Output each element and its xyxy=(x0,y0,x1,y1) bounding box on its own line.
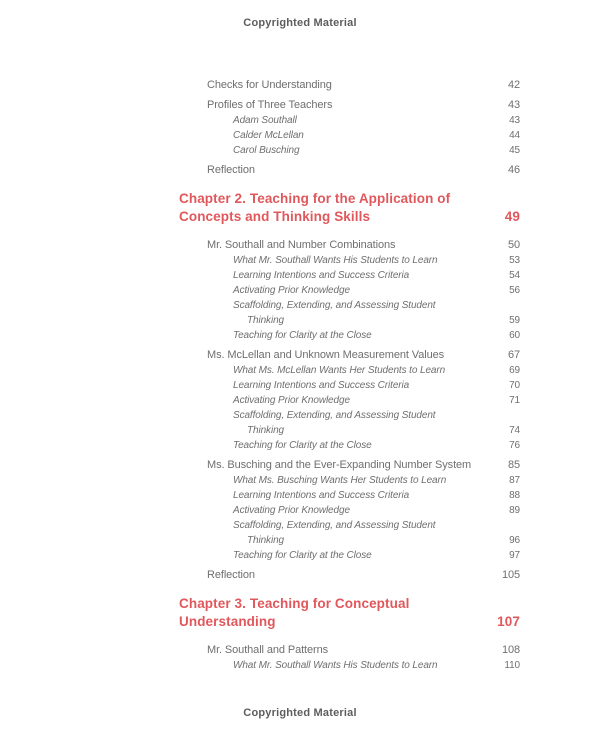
entry-page-number: 60 xyxy=(509,330,520,341)
entry-label: Adam Southall xyxy=(233,115,297,126)
entry-label: Ms. McLellan and Unknown Measurement Values xyxy=(207,349,445,361)
toc-subentry xyxy=(179,378,520,393)
entry-page-number: 54 xyxy=(509,270,520,281)
entry-page-number: 87 xyxy=(509,475,520,486)
toc-subentry xyxy=(179,268,520,283)
entry-label: Teaching for Clarity at the Close xyxy=(233,550,372,561)
toc-entry xyxy=(179,568,520,583)
entry-page-number: 44 xyxy=(509,130,520,141)
entry-page-number: 74 xyxy=(509,425,520,436)
entry-page-number: 110 xyxy=(504,660,520,671)
toc-subentry xyxy=(179,438,520,453)
toc-section xyxy=(179,98,520,158)
chapter-title-text: Chapter 2. Teaching for the Application of xyxy=(179,191,451,206)
entry-page-number: 105 xyxy=(501,569,520,581)
entry-page-number: 69 xyxy=(509,365,520,376)
chapter-heading-line xyxy=(179,613,520,631)
toc-subentry xyxy=(179,363,520,378)
entry-page-number: 43 xyxy=(507,99,520,111)
chapter-title-text: Chapter 3. Teaching for Conceptual xyxy=(179,596,410,611)
entry-label: Checks for Understanding xyxy=(207,79,332,91)
entry-label: What Mr. Southall Wants His Students to Learn xyxy=(233,255,438,266)
entry-label: Calder McLellan xyxy=(233,130,304,141)
entry-label: Activating Prior Knowledge xyxy=(233,505,350,516)
chapter-heading-line xyxy=(179,190,520,208)
chapter-heading xyxy=(179,190,520,226)
entry-page-number: 67 xyxy=(507,349,520,361)
entry-label: Thinking xyxy=(247,315,284,326)
copyright-notice-bottom: Copyrighted Material xyxy=(243,707,357,719)
toc-entry xyxy=(179,458,520,473)
toc-section xyxy=(179,238,520,343)
entry-page-number: 43 xyxy=(509,115,520,126)
toc-subentry xyxy=(179,658,520,673)
toc-section xyxy=(179,163,520,178)
chapter-heading xyxy=(179,595,520,631)
toc-section xyxy=(179,458,520,563)
entry-label: Mr. Southall and Patterns xyxy=(207,644,329,656)
entry-page-number: 88 xyxy=(509,490,520,501)
entry-label: Mr. Southall and Number Combinations xyxy=(207,239,396,251)
copyright-notice-top: Copyrighted Material xyxy=(243,17,357,29)
chapter-title-text: Concepts and Thinking Skills xyxy=(179,209,371,224)
entry-label: Profiles of Three Teachers xyxy=(207,99,333,111)
entry-label: What Mr. Southall Wants His Students to Learn xyxy=(233,660,438,671)
entry-label: Carol Busching xyxy=(233,145,300,156)
toc-entry xyxy=(179,78,520,93)
entry-label: Activating Prior Knowledge xyxy=(233,395,350,406)
entry-label: Reflection xyxy=(207,164,255,176)
toc-section xyxy=(179,643,520,673)
entry-page-number: 97 xyxy=(509,550,520,561)
entry-page-number: 96 xyxy=(509,535,520,546)
toc-subentry xyxy=(179,283,520,298)
toc-entry xyxy=(179,238,520,253)
entry-label: Teaching for Clarity at the Close xyxy=(233,440,372,451)
toc-subentry xyxy=(179,128,520,143)
toc-section xyxy=(179,348,520,453)
entry-page-number: 76 xyxy=(509,440,520,451)
chapter-page-number: 107 xyxy=(497,614,520,629)
toc-subentry xyxy=(179,473,520,488)
toc-subentry xyxy=(179,548,520,563)
toc-section xyxy=(179,568,520,583)
entry-page-number: 59 xyxy=(509,315,520,326)
entry-page-number: 71 xyxy=(509,395,520,406)
entry-page-number: 108 xyxy=(501,644,520,656)
toc-entry xyxy=(179,98,520,113)
toc-entry xyxy=(179,643,520,658)
toc-subentry-continuation xyxy=(179,533,520,548)
entry-page-number: 70 xyxy=(509,380,520,391)
entry-label: Scaffolding, Extending, and Assessing Student xyxy=(233,520,436,531)
entry-label: Learning Intentions and Success Criteria xyxy=(233,380,410,391)
entry-label: Thinking xyxy=(247,425,284,436)
toc-entry xyxy=(179,348,520,363)
entry-page-number: 53 xyxy=(509,255,520,266)
toc-subentry-continuation xyxy=(179,313,520,328)
entry-page-number: 46 xyxy=(507,164,520,176)
entry-label: What Ms. Busching Wants Her Students to Learn xyxy=(233,475,447,486)
entry-label: Activating Prior Knowledge xyxy=(233,285,350,296)
entry-label: Teaching for Clarity at the Close xyxy=(233,330,372,341)
toc-subentry xyxy=(179,298,520,313)
entry-label: Reflection xyxy=(207,569,255,581)
entry-page-number: 42 xyxy=(507,79,520,91)
toc-subentry xyxy=(179,113,520,128)
toc-subentry-continuation xyxy=(179,423,520,438)
toc-subentry xyxy=(179,488,520,503)
entry-label: Ms. Busching and the Ever-Expanding Number System xyxy=(207,459,472,471)
entry-page-number: 56 xyxy=(509,285,520,296)
toc-subentry xyxy=(179,253,520,268)
entry-label: Scaffolding, Extending, and Assessing Student xyxy=(233,300,436,311)
entry-page-number: 89 xyxy=(509,505,520,516)
toc-subentry xyxy=(179,143,520,158)
entry-label: Thinking xyxy=(247,535,284,546)
toc-subentry xyxy=(179,408,520,423)
chapter-title-text: Understanding xyxy=(179,614,276,629)
toc-subentry xyxy=(179,328,520,343)
chapter-page-number: 49 xyxy=(504,209,520,224)
entry-label: What Ms. McLellan Wants Her Students to Learn xyxy=(233,365,446,376)
entry-label: Learning Intentions and Success Criteria xyxy=(233,270,410,281)
chapter-heading-line xyxy=(179,595,520,613)
table-of-contents xyxy=(179,78,520,673)
toc-subentry xyxy=(179,518,520,533)
toc-section xyxy=(179,78,520,93)
chapter-heading-line xyxy=(179,208,520,226)
toc-subentry xyxy=(179,503,520,518)
toc-entry xyxy=(179,163,520,178)
entry-page-number: 45 xyxy=(509,145,520,156)
entry-page-number: 50 xyxy=(507,239,520,251)
entry-page-number: 85 xyxy=(507,459,520,471)
entry-label: Scaffolding, Extending, and Assessing Student xyxy=(233,410,436,421)
entry-label: Learning Intentions and Success Criteria xyxy=(233,490,410,501)
toc-subentry xyxy=(179,393,520,408)
